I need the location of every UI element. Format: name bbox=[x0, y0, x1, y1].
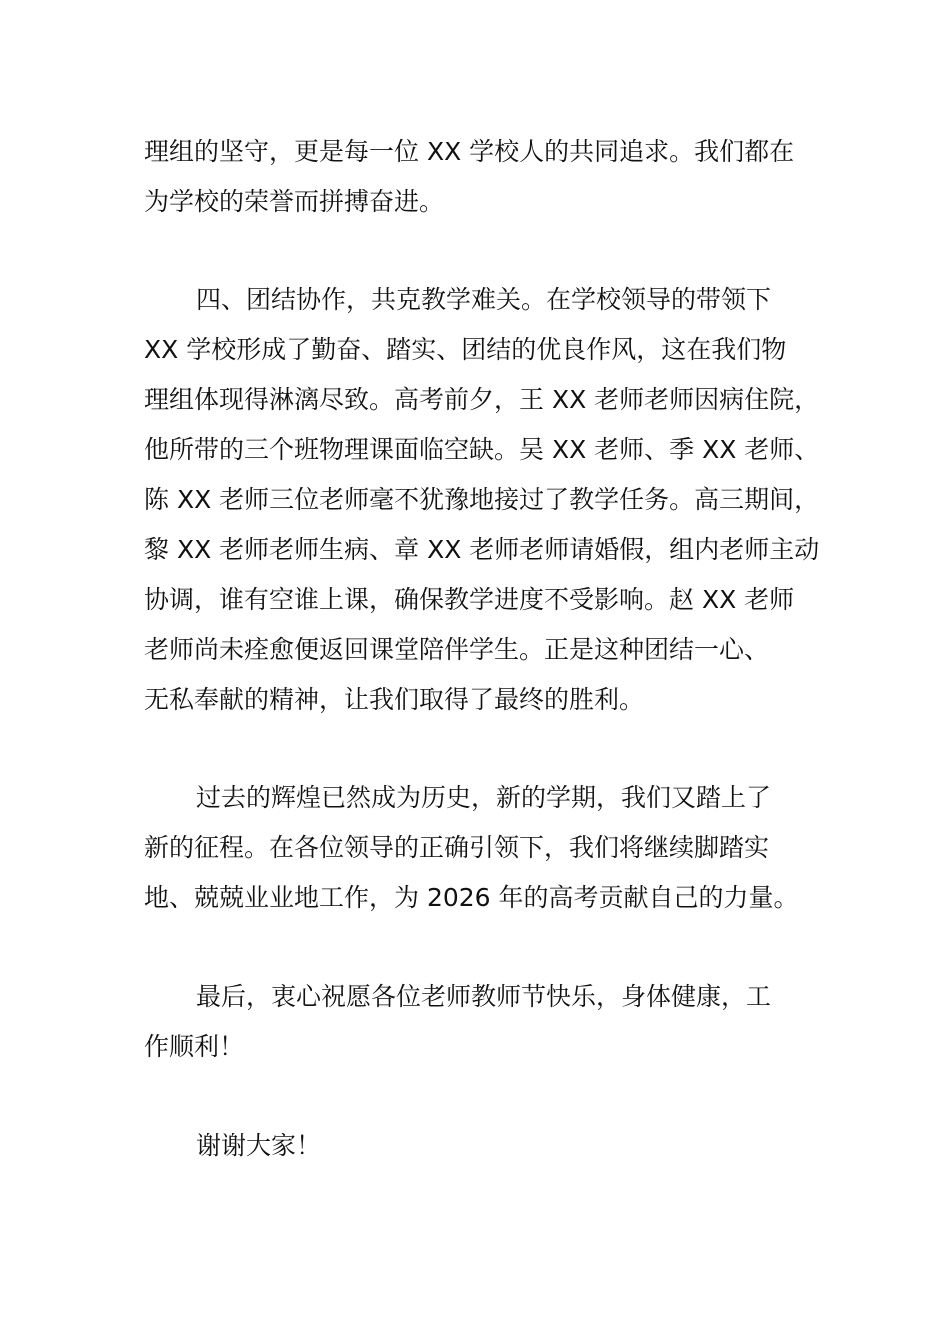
text-line: 为学校的荣誉而拼搏奋进。 bbox=[144, 187, 445, 216]
text-line: 无私奉献的精神，让我们取得了最终的胜利。 bbox=[144, 685, 645, 714]
paragraph-continuation bbox=[144, 127, 834, 227]
text-line: 陈 XX 老师三位老师毫不犹豫地接过了教学任务。高三期间， bbox=[144, 485, 820, 514]
paragraph-new-journey bbox=[144, 773, 834, 923]
text-line: 老师尚未痊愈便返回课堂陪伴学生。正是这种团结一心、 bbox=[144, 635, 770, 664]
text-line: 黎 XX 老师老师生病、章 XX 老师老师请婚假，组内老师主动 bbox=[144, 535, 820, 564]
text-line: 协调，谁有空谁上课，确保教学进度不受影响。赵 XX 老师 bbox=[144, 585, 795, 614]
text-line: 最后，衷心祝愿各位老师教师节快乐，身体健康，工 bbox=[196, 982, 772, 1011]
text-line: 理组的坚守，更是每一位 XX 学校人的共同追求。我们都在 bbox=[144, 137, 795, 166]
text-line: XX 学校形成了勤奋、踏实、团结的优良作风，这在我们物 bbox=[144, 335, 787, 364]
text-line: 四、团结协作，共克教学难关。在学校领导的带领下 bbox=[196, 285, 772, 314]
text-line: 过去的辉煌已然成为历史，新的学期，我们又踏上了 bbox=[196, 783, 772, 812]
text-line: 理组体现得淋漓尽致。高考前夕，王 XX 老师老师因病住院， bbox=[144, 385, 820, 414]
text-line: 地、兢兢业业地工作，为 2026 年的高考贡献自己的力量。 bbox=[144, 883, 799, 912]
paragraph-unity-cooperation bbox=[144, 275, 834, 725]
text-line: 谢谢大家！ bbox=[196, 1131, 322, 1160]
text-line: 新的征程。在各位领导的正确引领下，我们将继续脚踏实 bbox=[144, 833, 770, 862]
paragraph-thanks bbox=[144, 1121, 834, 1171]
text-line: 作顺利！ bbox=[144, 1032, 245, 1061]
text-line: 他所带的三个班物理课面临空缺。吴 XX 老师、季 XX 老师、 bbox=[144, 435, 820, 464]
paragraph-wishes bbox=[144, 972, 834, 1072]
